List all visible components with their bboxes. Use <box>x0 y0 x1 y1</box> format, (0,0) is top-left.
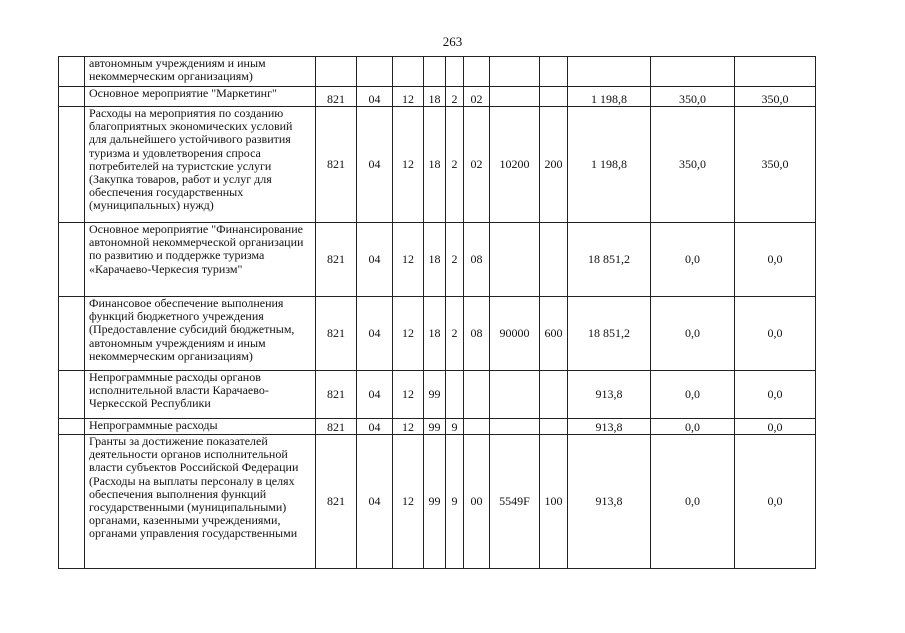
subsection-cell: 12 <box>393 419 424 435</box>
sum-year3-cell: 0,0 <box>735 223 816 297</box>
section-cell <box>357 57 393 87</box>
expense-type-cell <box>540 371 568 419</box>
direction-cell <box>490 223 540 297</box>
direction-cell: 5549F <box>490 435 540 569</box>
index-cell <box>59 57 85 87</box>
subsection-cell: 12 <box>393 435 424 569</box>
sum-year3-cell: 0,0 <box>735 371 816 419</box>
sum-year3-cell <box>735 57 816 87</box>
index-cell <box>59 107 85 223</box>
sum-year3-cell: 0,0 <box>735 435 816 569</box>
grbs-cell: 821 <box>316 107 357 223</box>
subprogram-cell: 2 <box>446 87 464 107</box>
expense-type-cell <box>540 57 568 87</box>
row-name-cell: Финансовое обеспечение выполнения функций бюджетного учреждения (Предоставление субсидий бюджетным, автономным учреждениям и иным некоммерческим организациям) <box>85 297 316 371</box>
table-row <box>59 87 816 107</box>
sum-year1-cell: 18 851,2 <box>568 223 651 297</box>
page-number: 263 <box>442 34 463 49</box>
grbs-cell: 821 <box>316 297 357 371</box>
event-cell: 02 <box>464 107 490 223</box>
row-name-cell: Основное мероприятие "Маркетинг" <box>85 87 316 107</box>
event-cell: 02 <box>464 87 490 107</box>
sum-year2-cell: 350,0 <box>651 87 735 107</box>
sum-year2-cell: 0,0 <box>651 297 735 371</box>
direction-cell <box>490 57 540 87</box>
subsection-cell: 12 <box>393 87 424 107</box>
sum-year3-cell: 0,0 <box>735 297 816 371</box>
row-name-cell: Расходы на мероприятия по созданию благоприятных экономических условий для дальнейшего устойчивого развития туризма и удовлетворения спроса потребителей на туристские услуги (Закупка товаров, работ и услуг для обеспечения государственных (муниципальных) нужд) <box>85 107 316 223</box>
index-cell <box>59 297 85 371</box>
program-cell <box>424 57 446 87</box>
direction-cell <box>490 371 540 419</box>
row-name-cell: автономным учреждениям и иным некоммерческим организациям) <box>85 57 316 87</box>
subsection-cell: 12 <box>393 107 424 223</box>
grbs-cell: 821 <box>316 223 357 297</box>
sum-year3-cell: 350,0 <box>735 87 816 107</box>
table-row <box>59 371 816 419</box>
expense-type-cell: 200 <box>540 107 568 223</box>
subprogram-cell <box>446 57 464 87</box>
event-cell: 08 <box>464 223 490 297</box>
event-cell: 08 <box>464 297 490 371</box>
table-row <box>59 435 816 569</box>
sum-year1-cell: 913,8 <box>568 435 651 569</box>
subprogram-cell: 2 <box>446 107 464 223</box>
grbs-cell: 821 <box>316 419 357 435</box>
index-cell <box>59 371 85 419</box>
row-name-cell: Основное мероприятие "Финансирование автономной некоммерческой организации по развитию и поддержке туризма «Карачаево-Черкесия туризм" <box>85 223 316 297</box>
expense-type-cell: 600 <box>540 297 568 371</box>
table-row <box>59 107 816 223</box>
event-cell <box>464 57 490 87</box>
sum-year3-cell: 0,0 <box>735 419 816 435</box>
index-cell <box>59 87 85 107</box>
subprogram-cell <box>446 371 464 419</box>
direction-cell <box>490 87 540 107</box>
grbs-cell: 821 <box>316 87 357 107</box>
subprogram-cell: 9 <box>446 435 464 569</box>
program-cell: 18 <box>424 87 446 107</box>
section-cell: 04 <box>357 371 393 419</box>
expense-type-cell <box>540 419 568 435</box>
event-cell <box>464 371 490 419</box>
direction-cell <box>490 419 540 435</box>
section-cell: 04 <box>357 419 393 435</box>
index-cell <box>59 419 85 435</box>
table-row <box>59 297 816 371</box>
expense-type-cell <box>540 223 568 297</box>
row-name-cell: Непрограммные расходы органов исполнительной власти Карачаево-Черкесской Республики <box>85 371 316 419</box>
sum-year1-cell: 913,8 <box>568 419 651 435</box>
program-cell: 99 <box>424 435 446 569</box>
table-row <box>59 223 816 297</box>
table-row <box>59 57 816 87</box>
sum-year2-cell: 350,0 <box>651 107 735 223</box>
subprogram-cell: 9 <box>446 419 464 435</box>
index-cell <box>59 435 85 569</box>
program-cell: 18 <box>424 107 446 223</box>
program-cell: 99 <box>424 419 446 435</box>
subprogram-cell: 2 <box>446 297 464 371</box>
sum-year1-cell: 18 851,2 <box>568 297 651 371</box>
sum-year2-cell <box>651 57 735 87</box>
program-cell: 18 <box>424 223 446 297</box>
section-cell: 04 <box>357 297 393 371</box>
row-name-cell: Непрограммные расходы <box>85 419 316 435</box>
direction-cell: 90000 <box>490 297 540 371</box>
sum-year2-cell: 0,0 <box>651 223 735 297</box>
subsection-cell <box>393 57 424 87</box>
sum-year2-cell: 0,0 <box>651 371 735 419</box>
section-cell: 04 <box>357 87 393 107</box>
program-cell: 99 <box>424 371 446 419</box>
program-cell: 18 <box>424 297 446 371</box>
subsection-cell: 12 <box>393 223 424 297</box>
grbs-cell: 821 <box>316 435 357 569</box>
sum-year2-cell: 0,0 <box>651 419 735 435</box>
expense-type-cell <box>540 87 568 107</box>
sum-year1-cell <box>568 57 651 87</box>
event-cell: 00 <box>464 435 490 569</box>
event-cell <box>464 419 490 435</box>
sum-year1-cell: 1 198,8 <box>568 87 651 107</box>
index-cell <box>59 223 85 297</box>
grbs-cell: 821 <box>316 371 357 419</box>
sum-year3-cell: 350,0 <box>735 107 816 223</box>
sum-year1-cell: 913,8 <box>568 371 651 419</box>
sum-year2-cell: 0,0 <box>651 435 735 569</box>
grbs-cell <box>316 57 357 87</box>
subsection-cell: 12 <box>393 371 424 419</box>
table-row <box>59 419 816 435</box>
budget-table <box>58 56 816 569</box>
section-cell: 04 <box>357 107 393 223</box>
expense-type-cell: 100 <box>540 435 568 569</box>
sum-year1-cell: 1 198,8 <box>568 107 651 223</box>
row-name-cell: Гранты за достижение показателей деятельности органов исполнительной власти субъектов Российской Федерации (Расходы на выплаты персоналу в целях обеспечения выполнения функций государственными (муниципальными) органами, казенными учреждениями, органами управления государственными <box>85 435 316 569</box>
direction-cell: 10200 <box>490 107 540 223</box>
section-cell: 04 <box>357 435 393 569</box>
subsection-cell: 12 <box>393 297 424 371</box>
subprogram-cell: 2 <box>446 223 464 297</box>
section-cell: 04 <box>357 223 393 297</box>
